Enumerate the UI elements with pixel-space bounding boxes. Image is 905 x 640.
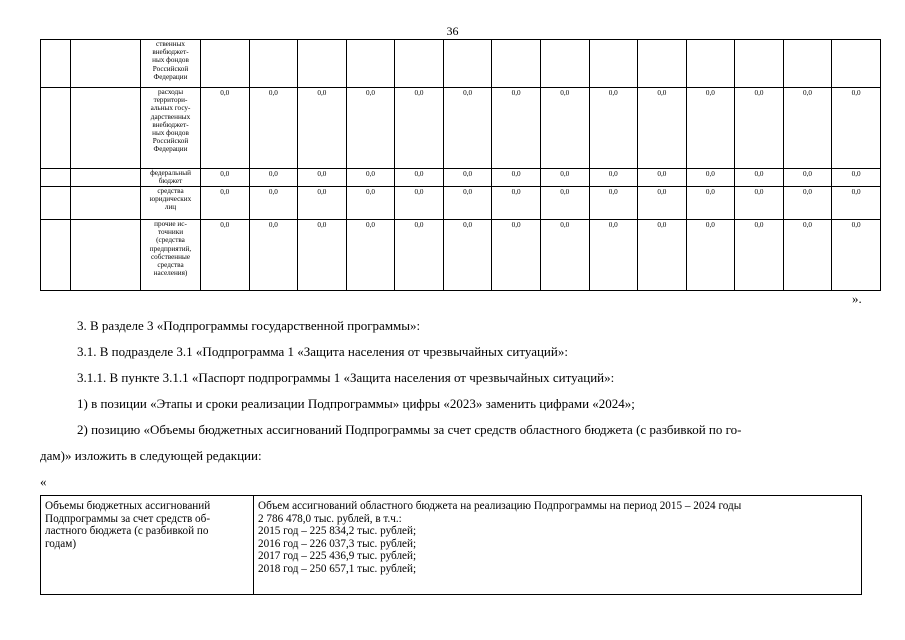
passport-value-line: 2017 год – 225 436,9 тыс. рублей; bbox=[258, 550, 417, 562]
closing-quote: ». bbox=[852, 291, 862, 306]
value-cell: 0,0 bbox=[783, 220, 832, 291]
empty-cell bbox=[41, 169, 71, 187]
funding-source-line: дарственных bbox=[150, 112, 191, 121]
value-cell: 0,0 bbox=[492, 187, 541, 220]
value-cell: 0,0 bbox=[735, 88, 784, 169]
value-cell: 0,0 bbox=[589, 88, 638, 169]
value-cell: 0,0 bbox=[540, 187, 589, 220]
value-cell: 0,0 bbox=[298, 88, 347, 169]
value-cell: 0,0 bbox=[249, 187, 298, 220]
value-cell: 0,0 bbox=[638, 169, 687, 187]
value-cell: 0,0 bbox=[638, 187, 687, 220]
passport-value-line: 2015 год – 225 834,2 тыс. рублей; bbox=[258, 525, 417, 537]
table-row bbox=[41, 220, 881, 291]
value-cell: 0,0 bbox=[686, 169, 735, 187]
value-cell: 0,0 bbox=[735, 169, 784, 187]
passport-label-line: ластного бюджета (с разбивкой по bbox=[45, 525, 209, 537]
value-cell bbox=[783, 40, 832, 88]
funding-source-line: Федерации bbox=[153, 145, 188, 154]
passport-value-line: Объем ассигнований областного бюджета на реализацию Подпрограммы на период 2015 – 2024 годы bbox=[258, 500, 742, 512]
value-cell: 0,0 bbox=[589, 187, 638, 220]
value-cell: 0,0 bbox=[249, 220, 298, 291]
value-cell bbox=[540, 40, 589, 88]
empty-cell bbox=[71, 169, 141, 187]
funding-source-line: расходы bbox=[157, 88, 184, 96]
value-cell: 0,0 bbox=[443, 187, 492, 220]
value-cell bbox=[443, 40, 492, 88]
funding-source-cell bbox=[141, 187, 201, 220]
funding-source-line: предприятий, bbox=[149, 244, 192, 253]
empty-cell bbox=[41, 40, 71, 88]
value-cell: 0,0 bbox=[735, 220, 784, 291]
empty-cell bbox=[41, 88, 71, 169]
funding-source-cell bbox=[141, 88, 201, 169]
funding-source-cell bbox=[141, 169, 201, 187]
funding-source-line: юридических bbox=[149, 195, 192, 204]
funding-source-line: альных госу- bbox=[150, 104, 191, 113]
table-row bbox=[41, 88, 881, 169]
value-cell: 0,0 bbox=[443, 88, 492, 169]
value-cell: 0,0 bbox=[589, 220, 638, 291]
value-cell: 0,0 bbox=[540, 88, 589, 169]
value-cell: 0,0 bbox=[346, 187, 395, 220]
value-cell bbox=[589, 40, 638, 88]
value-cell bbox=[249, 40, 298, 88]
passport-value-line: 2018 год – 250 657,1 тыс. рублей; bbox=[258, 562, 417, 575]
funding-source-cell bbox=[141, 40, 201, 88]
value-cell: 0,0 bbox=[638, 88, 687, 169]
value-cell: 0,0 bbox=[540, 220, 589, 291]
value-cell: 0,0 bbox=[832, 187, 881, 220]
empty-cell bbox=[41, 220, 71, 291]
empty-cell bbox=[71, 187, 141, 220]
value-cell bbox=[395, 40, 444, 88]
value-cell: 0,0 bbox=[686, 88, 735, 169]
passport-label-cell bbox=[41, 496, 254, 595]
empty-cell bbox=[71, 220, 141, 291]
funding-source-line: населения) bbox=[153, 269, 188, 278]
value-cell: 0,0 bbox=[395, 220, 444, 291]
value-cell: 0,0 bbox=[201, 187, 250, 220]
value-cell: 0,0 bbox=[395, 187, 444, 220]
value-cell: 0,0 bbox=[201, 169, 250, 187]
funding-source-line: лиц bbox=[164, 203, 177, 212]
passport-table bbox=[40, 495, 862, 595]
empty-cell bbox=[41, 187, 71, 220]
value-cell: 0,0 bbox=[832, 169, 881, 187]
value-cell: 0,0 bbox=[395, 169, 444, 187]
paragraph-section-3: 3. В разделе 3 «Подпрограммы государственной программы»: bbox=[77, 318, 421, 333]
empty-cell bbox=[71, 40, 141, 88]
value-cell: 0,0 bbox=[298, 187, 347, 220]
value-cell: 0,0 bbox=[249, 88, 298, 169]
value-cell: 0,0 bbox=[832, 220, 881, 291]
passport-value-cell bbox=[254, 496, 862, 595]
value-cell: 0,0 bbox=[783, 169, 832, 187]
value-cell: 0,0 bbox=[346, 88, 395, 169]
paragraph-change-1: 1) в позиции «Этапы и сроки реализации Подпрограммы» цифры «2023» заменить цифрами «2024»; bbox=[77, 396, 635, 411]
budget-table bbox=[40, 39, 881, 291]
passport-label-line: годам) bbox=[45, 537, 77, 550]
passport-label-line: Объемы бюджетных ассигнований bbox=[45, 500, 211, 512]
value-cell: 0,0 bbox=[783, 88, 832, 169]
value-cell: 0,0 bbox=[735, 187, 784, 220]
value-cell: 0,0 bbox=[540, 169, 589, 187]
page-number: 36 bbox=[446, 24, 459, 38]
value-cell: 0,0 bbox=[201, 88, 250, 169]
table-row bbox=[41, 40, 881, 88]
value-cell: 0,0 bbox=[346, 169, 395, 187]
table-row bbox=[41, 187, 881, 220]
paragraph-change-2-continued: дам)» изложить в следующей редакции: bbox=[40, 448, 262, 463]
value-cell: 0,0 bbox=[443, 169, 492, 187]
passport-label-line: Подпрограммы за счет средств об- bbox=[45, 512, 211, 525]
passport-value-line: 2 786 478,0 тыс. рублей, в т.ч.: bbox=[258, 512, 402, 525]
value-cell: 0,0 bbox=[201, 220, 250, 291]
paragraph-item-3-1-1: 3.1.1. В пункте 3.1.1 «Паспорт подпрограммы 1 «Защита населения от чрезвычайных ситуаций»: bbox=[77, 370, 615, 385]
funding-source-line: собственные bbox=[150, 252, 191, 261]
value-cell: 0,0 bbox=[298, 169, 347, 187]
value-cell bbox=[492, 40, 541, 88]
value-cell: 0,0 bbox=[686, 187, 735, 220]
value-cell: 0,0 bbox=[249, 169, 298, 187]
value-cell bbox=[832, 40, 881, 88]
value-cell: 0,0 bbox=[783, 187, 832, 220]
funding-source-line: средства bbox=[157, 187, 184, 195]
value-cell bbox=[638, 40, 687, 88]
value-cell: 0,0 bbox=[638, 220, 687, 291]
value-cell: 0,0 bbox=[443, 220, 492, 291]
funding-source-line: ственных bbox=[156, 40, 185, 48]
funding-source-line: точники bbox=[157, 228, 184, 237]
funding-source-line: Российской bbox=[152, 64, 189, 73]
funding-source-line: федеральный bbox=[150, 169, 191, 177]
funding-source-line: средства bbox=[157, 261, 184, 270]
funding-source-line: ных фондов bbox=[152, 129, 189, 138]
opening-quote: « bbox=[40, 474, 47, 489]
funding-source-line: Федерации bbox=[153, 72, 188, 81]
funding-source-line: территори- bbox=[153, 96, 188, 105]
value-cell: 0,0 bbox=[686, 220, 735, 291]
funding-source-line: прочие ис- bbox=[154, 220, 187, 228]
value-cell: 0,0 bbox=[832, 88, 881, 169]
funding-source-line: бюджет bbox=[158, 177, 183, 186]
value-cell: 0,0 bbox=[492, 88, 541, 169]
funding-source-line: Российской bbox=[152, 137, 189, 146]
funding-source-cell bbox=[141, 220, 201, 291]
value-cell: 0,0 bbox=[589, 169, 638, 187]
value-cell: 0,0 bbox=[346, 220, 395, 291]
value-cell bbox=[201, 40, 250, 88]
paragraph-change-2: 2) позицию «Объемы бюджетных ассигнований Подпрограммы за счет средств областного бюджета (с разбивкой по го- bbox=[77, 422, 742, 437]
empty-cell bbox=[71, 88, 141, 169]
value-cell: 0,0 bbox=[492, 169, 541, 187]
funding-source-line: внебюджет- bbox=[152, 48, 189, 57]
value-cell: 0,0 bbox=[298, 220, 347, 291]
value-cell bbox=[735, 40, 784, 88]
value-cell bbox=[686, 40, 735, 88]
value-cell: 0,0 bbox=[395, 88, 444, 169]
value-cell bbox=[346, 40, 395, 88]
paragraph-subsection-3-1: 3.1. В подразделе 3.1 «Подпрограмма 1 «Защита населения от чрезвычайных ситуаций»: bbox=[77, 344, 568, 359]
funding-source-line: внебюджет- bbox=[152, 120, 189, 129]
value-cell: 0,0 bbox=[492, 220, 541, 291]
passport-value-line: 2016 год – 226 037,3 тыс. рублей; bbox=[258, 537, 417, 550]
funding-source-line: ных фондов bbox=[152, 56, 189, 65]
funding-source-line: (средства bbox=[156, 236, 185, 245]
table-row bbox=[41, 169, 881, 187]
value-cell bbox=[298, 40, 347, 88]
